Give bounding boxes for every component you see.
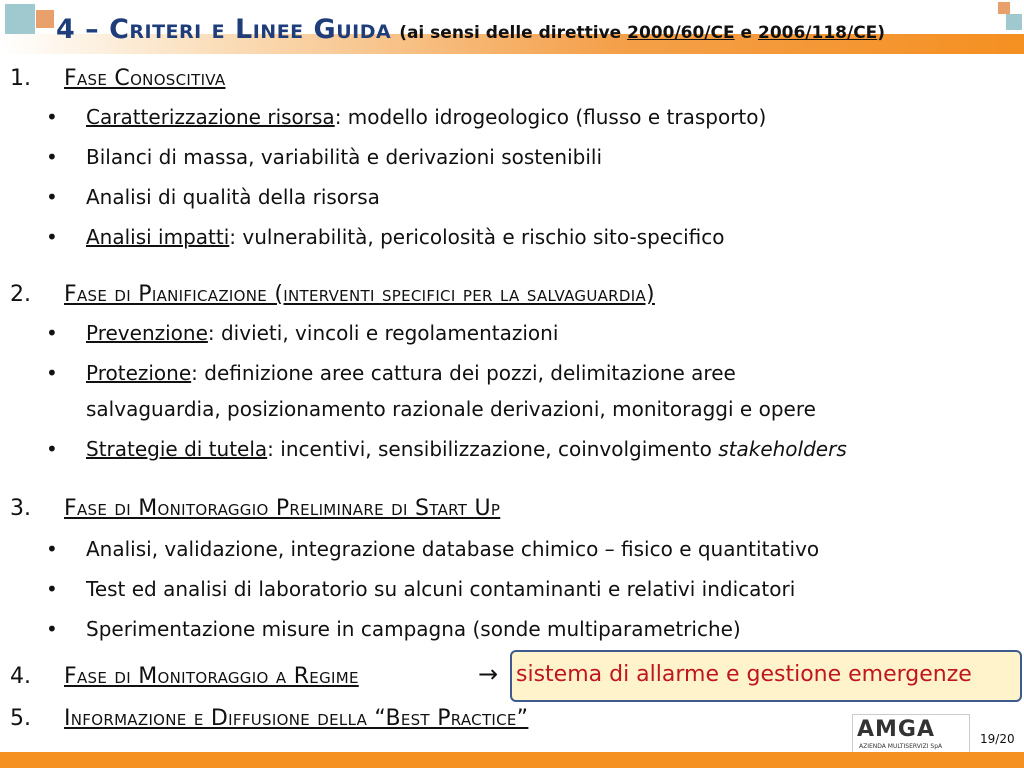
- bullet-dot-icon: •: [46, 105, 58, 129]
- bullet-text: Analisi, validazione, integrazione database chimico – fisico e quantitativo: [86, 537, 820, 561]
- bullet-text: salvaguardia, posizionamento razionale derivazioni, monitoraggi e opere: [86, 397, 816, 421]
- page-number: 19/20: [980, 732, 1015, 746]
- section-number: 3.: [10, 496, 31, 521]
- section-label: Fase di Monitoraggio a Regime: [64, 664, 359, 689]
- section-label: Fase di Pianificazione (interventi specifici per la salvaguardia): [64, 282, 655, 307]
- section-number: 1.: [10, 66, 31, 91]
- decor-square-teal-right: [1006, 14, 1022, 30]
- bullet-text: : divieti, vincoli e regolamentazioni: [207, 321, 559, 345]
- title-subtitle: [399, 23, 885, 43]
- section-number: 5.: [10, 706, 31, 731]
- title-sub-mid: e: [734, 23, 758, 43]
- section-label: Fase Conoscitiva: [64, 66, 226, 91]
- bullet-underlined: Prevenzione: [86, 321, 208, 345]
- bullet-underlined: Caratterizzazione risorsa: [86, 105, 335, 129]
- bullet-dot-icon: •: [46, 361, 58, 385]
- directive-2: 2006/118/CE: [757, 23, 878, 43]
- bullet-emphasis: stakeholders: [718, 437, 847, 461]
- bullet-text: : incentivi, sensibilizzazione, coinvolgimento: [267, 437, 719, 461]
- decor-square-teal: [5, 4, 35, 34]
- bullet-dot-icon: •: [46, 225, 58, 249]
- slide-title: [56, 14, 885, 60]
- bullet-underlined: Protezione: [86, 361, 192, 385]
- bullet-underlined: Strategie di tutela: [86, 437, 268, 461]
- section-number: 2.: [10, 282, 31, 307]
- bullet-dot-icon: •: [46, 321, 58, 345]
- company-logo: [852, 714, 970, 754]
- bullet-text: Test ed analisi di laboratorio su alcuni contaminanti e relativi indicatori: [86, 577, 796, 601]
- section-label: Fase di Monitoraggio Preliminare di Start Up: [64, 496, 501, 521]
- bullet-text: : vulnerabilità, pericolosità e rischio sito-specifico: [229, 225, 725, 249]
- bullet-underlined: Analisi impatti: [86, 225, 230, 249]
- bullet-dot-icon: •: [46, 617, 58, 641]
- bullet-dot-icon: •: [46, 145, 58, 169]
- bullet-text: : definizione aree cattura dei pozzi, delimitazione aree: [191, 361, 736, 385]
- bullet-dot-icon: •: [46, 185, 58, 209]
- highlight-text: sistema di allarme e gestione emergenze: [516, 662, 972, 687]
- bullet-text: Analisi di qualità della risorsa: [86, 185, 380, 209]
- section-number: 4.: [10, 664, 31, 689]
- decor-square-orange-right: [998, 2, 1010, 14]
- footer-band: [0, 752, 1024, 768]
- bullet-dot-icon: •: [46, 537, 58, 561]
- title-sub-prefix: (ai sensi delle direttive: [399, 23, 628, 43]
- bullet-dot-icon: •: [46, 437, 58, 461]
- decor-square-orange: [36, 10, 54, 28]
- title-main: 4 – Criteri e Linee Guida: [56, 14, 392, 45]
- bullet-text: Bilanci di massa, variabilità e derivazioni sostenibili: [86, 145, 603, 169]
- section-label: Informazione e Diffusione della “Best Practice”: [64, 706, 529, 731]
- logo-mark: AMGA: [857, 717, 936, 742]
- logo-subtitle: AZIENDA MULTISERVIZI SpA: [859, 743, 943, 750]
- title-sub-suffix: ): [877, 23, 886, 43]
- bullet-dot-icon: •: [46, 577, 58, 601]
- bullet-text: : modello idrogeologico (flusso e trasporto): [334, 105, 767, 129]
- arrow-right-icon: →: [478, 660, 499, 688]
- bullet-text: Sperimentazione misure in campagna (sonde multiparametriche): [86, 617, 741, 641]
- directive-1: 2000/60/CE: [627, 23, 735, 43]
